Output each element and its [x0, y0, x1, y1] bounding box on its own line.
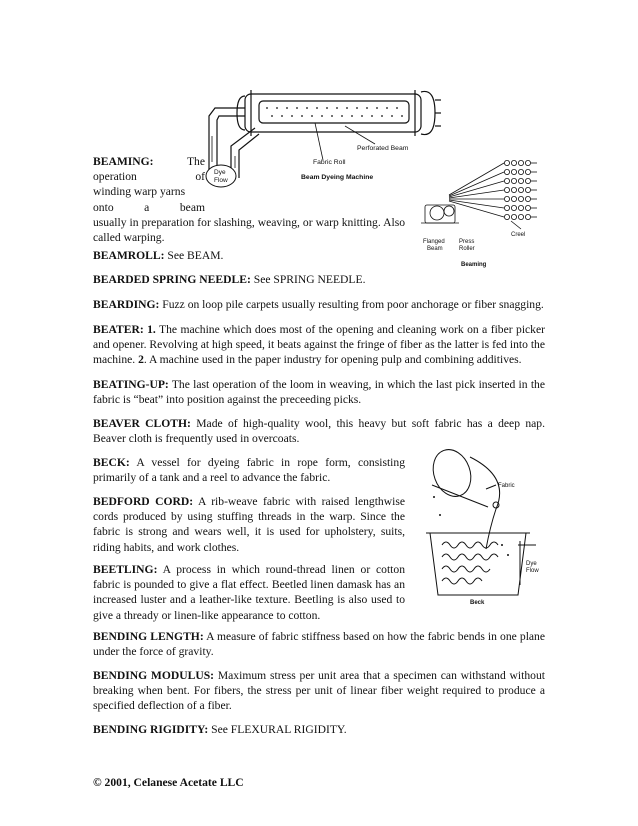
beater-num-1: 1. [143, 323, 156, 336]
beater-num-2: 2 [138, 353, 144, 367]
beaming-line-2b: of [195, 170, 205, 184]
term-bending-modulus: BENDING MODULUS: [93, 669, 215, 682]
term-beating-up: BEATING-UP: [93, 378, 169, 391]
term-beaver: BEAVER CLOTH: [93, 417, 191, 430]
beck-dye-flow-label-2: Flow [526, 568, 539, 574]
entry-bending-length [93, 629, 545, 659]
def-beating-up: The last operation of the loom in weaving, in which the last pick inserted in the fabric is “beat” into position against the preceeding picks. [93, 378, 545, 407]
def-bending-modulus: Maximum stress per unit area that a specimen can withstand without breaking when bent. For fibers, the stress per unit of linear fiber weight required to produce a specified deflection of a fiber. [93, 669, 545, 713]
beam-dyeing-machine-figure [195, 78, 450, 190]
term-beetling: BEETLING: [93, 563, 158, 576]
beck-dye-flow-label-1: Dye [526, 561, 537, 567]
beaming-line-1: The [186, 155, 205, 168]
def-beamroll: See BEAM. [164, 249, 224, 262]
fabric-roll-label: Fabric Roll [313, 159, 346, 166]
flanged-beam-label-1: Flanged [423, 239, 445, 245]
entry-bedford-cord [93, 494, 405, 555]
entry-beck [93, 455, 405, 485]
entry-beetling [93, 562, 405, 623]
press-roller-label-1: Press [459, 239, 475, 245]
term-bedford: BEDFORD CORD: [93, 495, 194, 508]
entry-beaming [93, 154, 205, 215]
entry-beater [93, 322, 545, 368]
def-bending-rigidity: See FLEXURAL RIGIDITY. [208, 723, 347, 736]
term-bending-rigidity: BENDING RIGIDITY: [93, 723, 209, 736]
term-bearded: BEARDED SPRING NEEDLE: [93, 273, 251, 286]
beaming-rest: usually in preparation for slashing, weaving, or warp knitting. Also called warping. [93, 216, 405, 245]
beam-dyeing-title: Beam Dyeing Machine [301, 174, 374, 181]
dye-flow-label-2: Flow [214, 177, 228, 184]
def-beaver: Made of high-quality wool, this heavy but soft fabric has a deep nap. Beaver cloth is frequently used in overcoats. [93, 417, 545, 446]
creel-label: Creel [511, 232, 526, 238]
beaming-figure-title: Beaming [461, 262, 487, 268]
flanged-beam-label-2: Beam [427, 246, 443, 252]
entry-beaming-cont [93, 215, 405, 245]
entry-beamroll [93, 248, 545, 263]
beaming-line-4c: beam [179, 200, 205, 214]
def-bearded: See SPRING NEEDLE. [250, 273, 366, 286]
def-beetling: A process in which round-thread linen or cotton fabric is pounded to give a flat effect. Beetled linen damask has an increased luster and a leather-like texture. Beetling is also used to give a thready or linen-like appearance to cotton. [93, 563, 405, 622]
press-roller-label-2: Roller [459, 246, 475, 252]
def-bending-length: A measure of fabric stiffness based on how the fabric bends in one plane under the force of gravity. [93, 630, 545, 659]
term-bearding: BEARDING: [93, 298, 160, 311]
beck-figure-title: Beck [470, 600, 485, 605]
beaming-line-4b: a [144, 200, 150, 214]
entry-beaver-cloth [93, 416, 545, 446]
term-beamroll: BEAMROLL: [93, 249, 165, 262]
term-beaming: BEAMING: [93, 155, 154, 168]
term-bending-length: BENDING LENGTH: [93, 630, 204, 643]
dye-flow-label-1: Dye [214, 169, 226, 176]
beck-figure [418, 445, 548, 605]
def-bearding: Fuzz on loop pile carpets usually resulting from poor anchorage or fiber snagging. [159, 298, 544, 311]
term-beck: BECK: [93, 456, 130, 469]
page-footer: © 2001, Celanese Acetate LLC [93, 776, 244, 789]
def-beater-1: The machine which does most of the opening and cleaning work on a fiber picker and opener. Revolving at high speed, it beats against the fringe of fiber as the latter is fed into the machine. [93, 323, 545, 367]
def-bedford: A rib-weave fabric with raised lengthwise cords produced by using stuffing threads in the warp. Since the fabric is strong and wears well, it is used for upholstery, suits, riding habits, and work clothes. [93, 495, 405, 554]
perforated-beam-label: Perforated Beam [357, 145, 409, 152]
entry-bending-modulus [93, 668, 545, 714]
def-beater-2: . A machine used in the paper industry for opening pulp and combining additives. [143, 353, 522, 367]
entry-bending-rigidity [93, 722, 545, 737]
term-beater: BEATER: [93, 323, 144, 336]
beck-fabric-label: Fabric [498, 483, 515, 489]
beaming-line-4a: onto [93, 200, 114, 214]
beaming-line-2a: operation [93, 170, 137, 184]
entry-bearding [93, 297, 545, 312]
entry-bearded-spring-needle [93, 272, 545, 287]
entry-beating-up [93, 377, 545, 407]
def-beck: A vessel for dyeing fabric in rope form, consisting primarily of a tank and a reel to advance the fabric. [93, 456, 405, 485]
beaming-line-3: winding warp yarns [93, 185, 186, 199]
